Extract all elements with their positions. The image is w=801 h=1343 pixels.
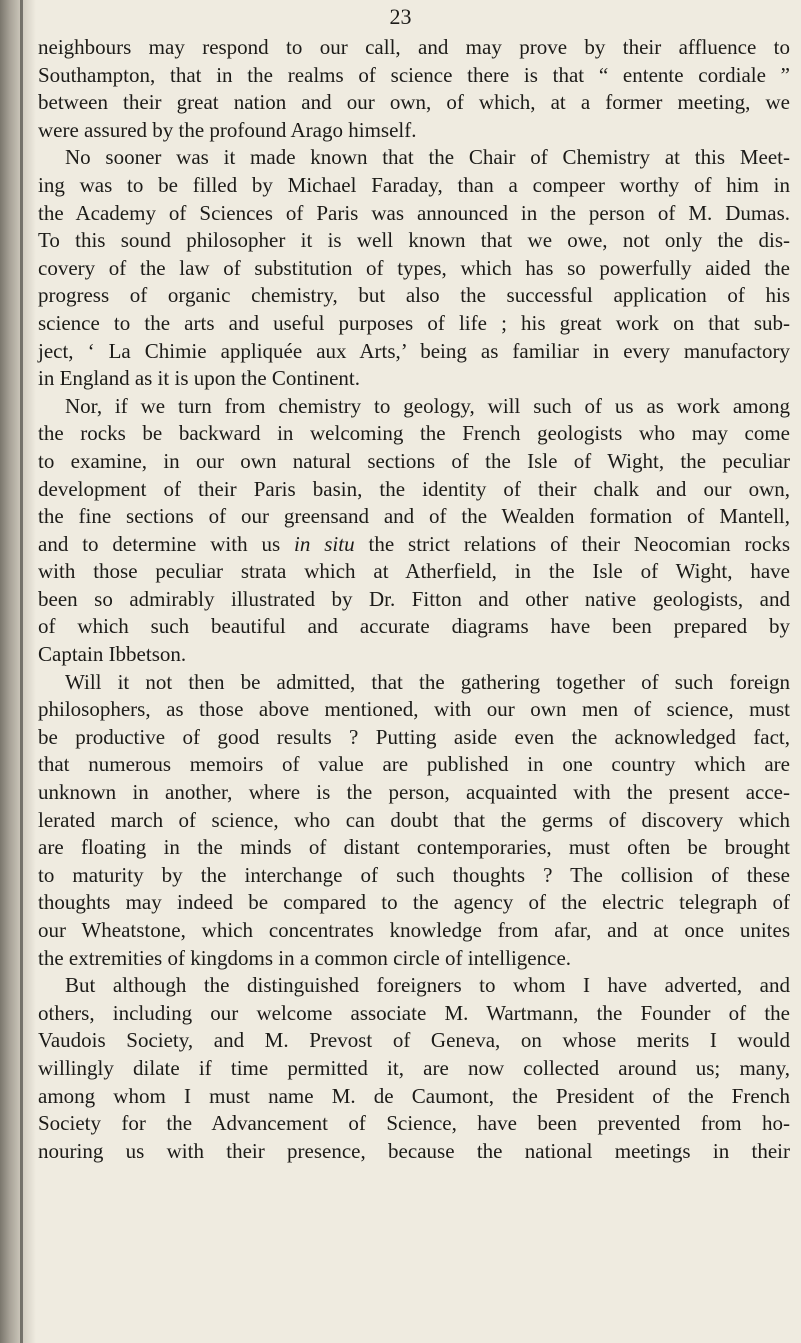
text-line: the fine sections of our greensand and of the Wealden formation of Mantell,: [38, 504, 790, 529]
text-line: the extremities of kingdoms in a common circle of intelligence.: [38, 945, 572, 970]
text-line: Southampton, that in the realms of science there is that “ entente cordiale ”: [38, 62, 790, 87]
page-number: 23: [389, 4, 412, 29]
text-line: to examine, in our own natural sections of the Isle of Wight, the peculiar: [38, 448, 790, 473]
binding-gutter-shadow: [0, 0, 36, 1343]
text-line: But although the distinguished foreigners to whom I have adverted, and: [65, 973, 790, 998]
paragraph-1: [38, 34, 790, 144]
text-line: lerated march of science, who can doubt that the germs of discovery which: [38, 807, 790, 832]
body-text: [38, 34, 790, 1165]
text-line: between their great nation and our own, of which, at a former meeting, we: [38, 90, 790, 115]
text-line: progress of organic chemistry, but also the successful application of his: [38, 283, 790, 308]
text-line: to maturity by the interchange of such thoughts ? The collision of these: [38, 862, 790, 887]
text-line: others, including our welcome associate M. Wartmann, the Founder of the: [38, 1000, 790, 1025]
text-line: were assured by the profound Arago himself.: [38, 117, 417, 142]
text-line: that numerous memoirs of value are published in one country which are: [38, 752, 790, 777]
binding-gutter-edge: [20, 0, 23, 1343]
text-line: Nor, if we turn from chemistry to geology, will such of us as work among: [65, 393, 790, 418]
paragraph-2: [38, 144, 790, 392]
text-line: neighbours may respond to our call, and may prove by their affluence to: [38, 35, 790, 59]
text-line: been so admirably illustrated by Dr. Fitton and other native geologists, and: [38, 586, 790, 611]
text-line: be productive of good results ? Putting aside even the acknowledged fact,: [38, 724, 790, 749]
text-line: willingly dilate if time permitted it, are now collected around us; many,: [38, 1055, 790, 1080]
text-line: nouring us with their presence, because the national meetings in their: [38, 1138, 790, 1163]
text-line: ject, ‘ La Chimie appliquée aux Arts,’ being as familiar in every manufactory: [38, 338, 790, 363]
paragraph-5: [38, 972, 790, 1165]
text-line: development of their Paris basin, the identity of their chalk and our own,: [38, 476, 790, 501]
text-line: and to determine with us in situ the strict relations of their Neocomian rocks: [38, 531, 790, 556]
text-line: our Wheatstone, which concentrates knowledge from afar, and at once unites: [38, 918, 790, 942]
text-line: thoughts may indeed be compared to the agency of the electric telegraph of: [38, 890, 790, 915]
text-line: unknown in another, where is the person, acquainted with the present acce-: [38, 780, 790, 805]
text-line: with those peculiar strata which at Atherfield, in the Isle of Wight, have: [38, 559, 790, 584]
paragraph-3: [38, 393, 790, 669]
text-line: of which such beautiful and accurate diagrams have been prepared by: [38, 614, 790, 639]
text-line: Vaudois Society, and M. Prevost of Geneva, on whose merits I would: [38, 1028, 790, 1053]
text-line: covery of the law of substitution of types, which has so powerfully aided the: [38, 255, 790, 280]
text-line: science to the arts and useful purposes of life ; his great work on that sub-: [38, 310, 790, 335]
text-line: the Academy of Sciences of Paris was announced in the person of M. Dumas.: [38, 200, 790, 225]
text-line: among whom I must name M. de Caumont, the President of the French: [38, 1083, 790, 1108]
text-line: Will it not then be admitted, that the gathering together of such foreign: [65, 669, 790, 694]
italic-phrase: in situ: [294, 531, 355, 556]
text-line: in England as it is upon the Continent.: [38, 366, 360, 391]
text-line: the rocks be backward in welcoming the French geologists who may come: [38, 421, 790, 446]
text-line: Captain Ibbetson.: [38, 642, 187, 667]
text-line: ing was to be filled by Michael Faraday, than a compeer worthy of him in: [38, 172, 790, 197]
text-line: are floating in the minds of distant contemporaries, must often be brought: [38, 835, 790, 860]
text-line: To this sound philosopher it is well known that we owe, not only the dis-: [38, 228, 790, 253]
text-line: No sooner was it made known that the Chair of Chemistry at this Meet-: [65, 145, 790, 170]
text-line: philosophers, as those above mentioned, with our own men of science, must: [38, 697, 790, 722]
paragraph-4: [38, 669, 790, 973]
text-line: Society for the Advancement of Science, have been prevented from ho-: [38, 1111, 790, 1136]
